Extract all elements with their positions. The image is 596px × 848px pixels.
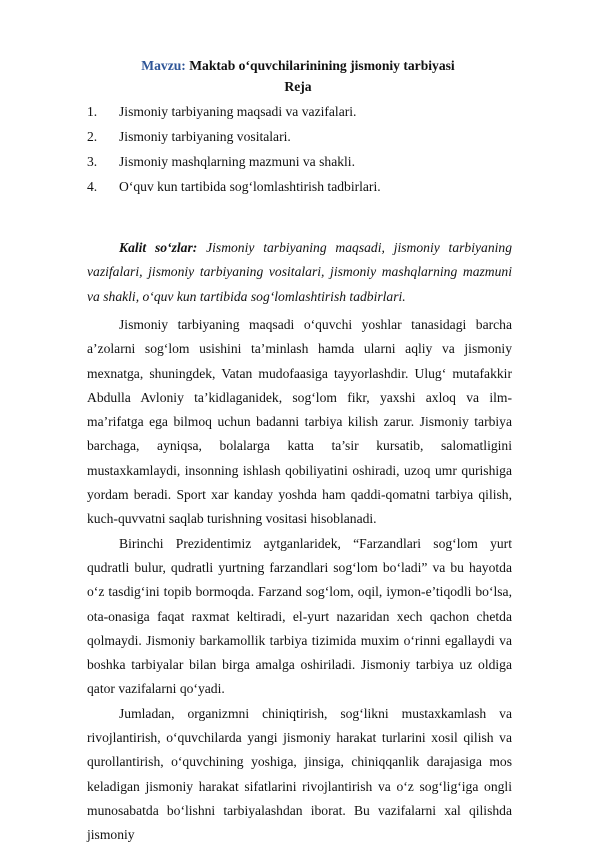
topic-label: Mavzu:: [141, 58, 186, 73]
plan-item-number: 2.: [87, 129, 98, 144]
body-paragraph: Jismoniy tarbiyaning maqsadi o‘quvchi yoshlar tanasidagi barcha a’zolarni sog‘lom usishini ta’minlash hamda ularni aqliy va jismoniy mexnatga, shuningdek, Vatan mudofaasiga tayyorlashdir. Ulug‘ mutafakkir Abdulla Avloniy ta’kidlaganidek, sog‘lom fikr, yaxshi axloq va ilm-ma’rifatga ega bilmoq uchun badanni tarbiya kilish zarur. Jismoniy tarbiya barchaga, ayniqsa, bolalarga katta ta’sir kursatib, salomatligini mustaxkamlaydi, insonning ishlash qobiliyatini oshiradi, uzoq umr qurishiga yordam beradi. Sport xar kanday yoshda ham qaddi-qomatni tarbiya qilish, kuch-quvvatni saqlab turishning vositasi hisoblanadi.: [87, 317, 512, 527]
body-paragraph: Jumladan, organizmni chiniqtirish, sog‘likni mustaxkamlash va rivojlantirish, o‘quvchilarda yangi jismoniy harakat turlarini xosil qilish va qurollantirish, o‘quvchining yoshiga, jinsiga, chiniqqanlik darajasiga mos keladigan jismoniy harakat sifatlarini rivojlantirish va o‘z sog‘lig‘iga ongli munosabatda bo‘lishni tarbiyalashdan iborat. Bu vazifalarni xal qilishda jismoniy: [87, 705, 512, 843]
plan-item-number: 4.: [87, 179, 98, 194]
plan-item-number: 3.: [87, 154, 98, 169]
plan-item-number: 1.: [87, 104, 98, 119]
main-text: [87, 313, 512, 848]
keywords-label: Kalit so‘zlar:: [119, 240, 198, 255]
plan-item: [87, 178, 527, 203]
page-title: [0, 57, 596, 75]
plan-item-text: Jismoniy mashqlarning mazmuni va shakli.: [119, 154, 355, 169]
keywords-paragraph: [87, 236, 512, 309]
plan-item: [87, 128, 527, 153]
plan-item-text: O‘quv kun tartibida sog‘lomlashtirish tadbirlari.: [119, 179, 381, 194]
plan-heading: Reja: [284, 79, 312, 94]
plan-item-text: Jismoniy tarbiyaning maqsadi va vazifalari.: [119, 104, 357, 119]
plan-item-text: Jismoniy tarbiyaning vositalari.: [119, 129, 291, 144]
plan-item: [87, 153, 527, 178]
body-paragraph: Birinchi Prezidentimiz aytganlaridek, “Farzandlari sog‘lom yurt qudratli bulur, qudratli yurtning farzandlari sog‘lom bo‘ladi” va bu hayotda o‘z tasdig‘ini topib bormoqda. Farzand sog‘lom, oqil, iymon-e’tiqodli bo‘lsa, ota-onasiga faqat raxmat keltiradi, el-yurt nazaridan xech qachon chetda qolmaydi. Jismoniy barkamollik tarbiya tizimida muxim o‘rinni egallaydi va boshka tarbiyalar bilan birga amalga oshiriladi. Jismoniy tarbiya uz oldiga qator vazifalarni qo‘yadi.: [87, 535, 512, 697]
plan-item: [87, 103, 527, 128]
topic-title: Maktab o‘quvchilarinining jismoniy tarbiyasi: [185, 58, 455, 73]
plan-list: [87, 103, 527, 203]
keywords-text: Jismoniy tarbiyaning maqsadi, jismoniy tarbiyaning vazifalari, jismoniy tarbiyaning vositalari, jismoniy mashqlarning mazmuni va shakli, o‘quv kun tartibida sog‘lomlashtirish tadbirlari.: [87, 240, 512, 304]
